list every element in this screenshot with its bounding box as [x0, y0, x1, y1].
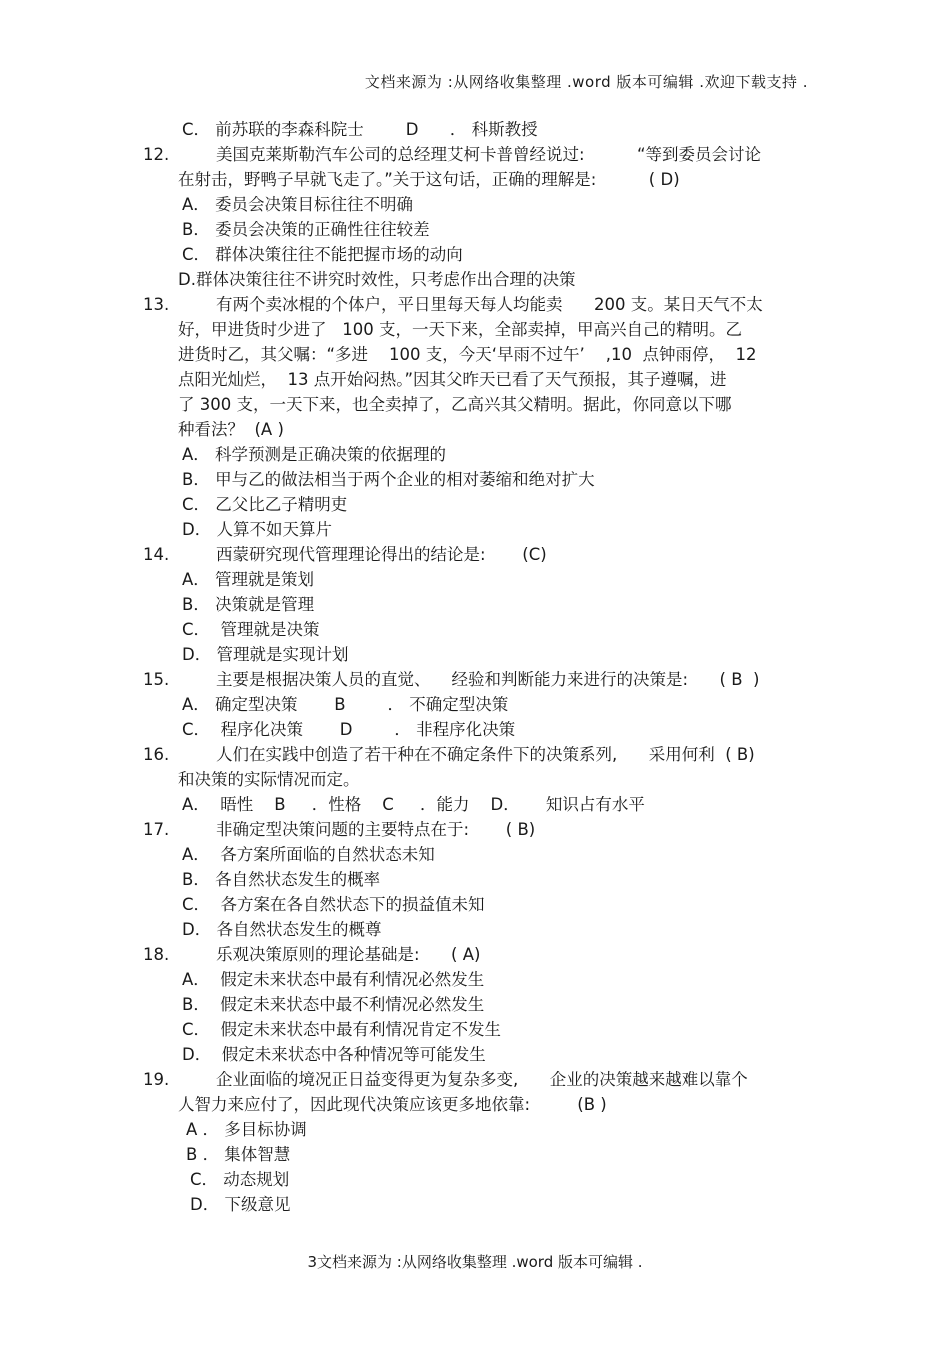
option-line: D． 下级意见	[190, 1195, 291, 1214]
option-line: A． 确定型决策 B ． 不确定型决策	[182, 695, 509, 714]
question-text: 点阳光灿烂， 13 点开始闷热。”因其父昨天已看了天气预报，其子遵嘱，进	[178, 370, 727, 389]
option-line: C． 乙父比乙子精明吏	[182, 495, 348, 514]
question-number: 15.	[143, 670, 170, 689]
question-text: 了 300 支，一天下来，也全卖掉了，乙高兴其父精明。据此，你同意以下哪	[178, 395, 732, 414]
question-text: 人智力来应付了，因此现代决策应该更多地依靠: (B )	[178, 1095, 607, 1114]
option-line: B ． 集体智慧	[186, 1145, 291, 1164]
option-line: A． 假定未来状态中最有利情况必然发生	[182, 970, 485, 989]
question-text: 西蒙研究现代管理理论得出的结论是: (C)	[216, 545, 547, 564]
option-line: A． 晤性 B ．性格 C ．能力 D． 知识占有水平	[182, 795, 645, 814]
question-number: 18.	[143, 945, 170, 964]
question-text: 好，甲进货时少进了 100 支，一天下来，全部卖掉，甲高兴自己的精明。乙	[178, 320, 742, 339]
option-line: A ． 多目标协调	[186, 1120, 307, 1139]
option-line: A． 各方案所面临的自然状态未知	[182, 845, 435, 864]
question-number: 16.	[143, 745, 170, 764]
option-line: D． 人算不如天算片	[182, 520, 332, 539]
question-text: 非确定型决策问题的主要特点在于: ( B)	[216, 820, 536, 839]
option-line: B． 甲与乙的做法相当于两个企业的相对萎缩和绝对扩大	[182, 470, 595, 489]
question-text: 种看法？ (A )	[178, 420, 284, 439]
option-line: B． 各自然状态发生的概率	[182, 870, 381, 889]
question-text: 乐观决策原则的理论基础是: ( A)	[216, 945, 481, 964]
question-text: 美国克莱斯勒汽车公司的总经理艾柯卡普曾经说过: “等到委员会讨论	[216, 145, 762, 164]
question-text: 和决策的实际情况而定。	[178, 770, 360, 789]
option-line: A． 管理就是策划	[182, 570, 315, 589]
option-line: C． 程序化决策 D ． 非程序化决策	[182, 720, 516, 739]
question-number: 17.	[143, 820, 170, 839]
option-line: D． 各自然状态发生的概尊	[182, 920, 382, 939]
question-text: 主要是根据决策人员的直觉、 经验和判断能力来进行的决策是: ( B )	[216, 670, 760, 689]
option-line: C． 各方案在各自然状态下的损益值未知	[182, 895, 485, 914]
option-line: A． 委员会决策目标往往不明确	[182, 195, 414, 214]
page-footer: 3文档来源为 :从网络收集整理 .word 版本可编辑 .	[307, 1253, 643, 1271]
question-number: 13.	[143, 295, 170, 314]
option-line: C． 假定未来状态中最有利情况肯定不发生	[182, 1020, 502, 1039]
question-text: 有两个卖冰棍的个体户，平日里每天每人均能卖 200 支。某日天气不太	[216, 295, 763, 314]
question-number: 12.	[143, 145, 170, 164]
option-line: D． 管理就是实现计划	[182, 645, 349, 664]
option-line: B． 决策就是管理	[182, 595, 315, 614]
page-header: 文档来源为 :从网络收集整理 .word 版本可编辑 .欢迎下载支持 .	[364, 73, 808, 91]
option-line: C． 管理就是决策	[182, 620, 320, 639]
question-text: 进货时乙，其父嘱：“多进 100 支，今天‘早雨不过午’ ,10 点钟雨停， 12	[178, 345, 757, 364]
option-line: C． 前苏联的李森科院士 D ． 科斯教授	[182, 120, 538, 139]
question-number: 14.	[143, 545, 170, 564]
option-line: C． 群体决策往往不能把握市场的动向	[182, 245, 463, 264]
option-line: B． 假定未来状态中最不利情况必然发生	[182, 995, 485, 1014]
option-line: D． 假定未来状态中各种情况等可能发生	[182, 1045, 486, 1064]
question-text: 人们在实践中创造了若干种在不确定条件下的决策系列, 采用何利 ( B)	[216, 745, 755, 764]
option-line: C． 动态规划	[190, 1170, 290, 1189]
question-text: 企业面临的境况正日益变得更为复杂多变, 企业的决策越来越难以靠个	[216, 1070, 748, 1089]
option-line: D.群体决策往往不讲究时效性，只考虑作出合理的决策	[178, 270, 576, 289]
option-line: A． 科学预测是正确决策的依据理的	[182, 445, 447, 464]
option-line: B． 委员会决策的正确性往往较差	[182, 220, 430, 239]
question-number: 19.	[143, 1070, 170, 1089]
question-text: 在射击，野鸭子早就飞走了。”关于这句话，正确的理解是: ( D)	[178, 170, 680, 189]
